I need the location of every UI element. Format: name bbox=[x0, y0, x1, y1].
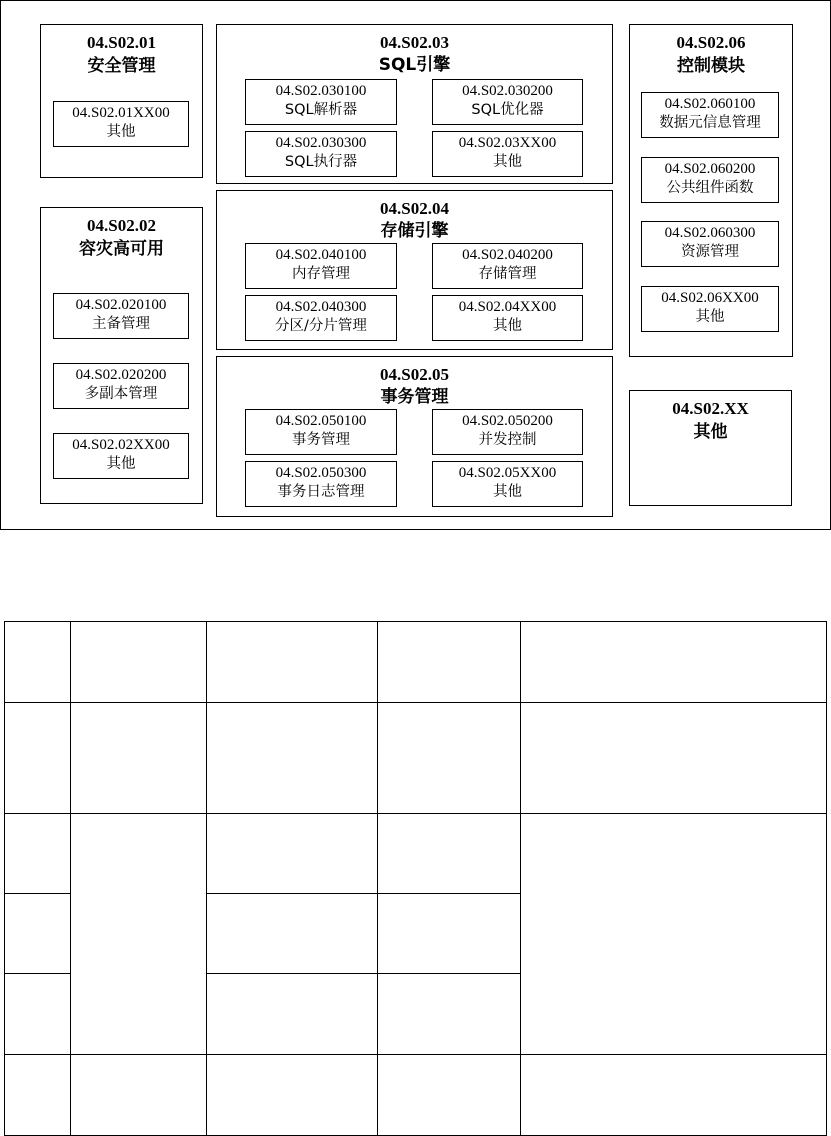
module-box bbox=[245, 461, 397, 507]
module-box bbox=[432, 79, 583, 125]
module-box bbox=[245, 295, 397, 341]
module-code: 04.S02.030100 bbox=[275, 83, 367, 99]
module-code: 04.S02.050100 bbox=[275, 413, 367, 429]
module-box bbox=[53, 293, 189, 339]
group-security-management bbox=[40, 24, 203, 178]
module-name: 公共组件函数 bbox=[666, 180, 754, 196]
module-name: 资源管理 bbox=[681, 244, 739, 260]
group-disaster-recovery bbox=[40, 207, 203, 504]
module-name: SQL解析器 bbox=[284, 102, 358, 118]
module-code: 04.S02.030300 bbox=[275, 135, 367, 151]
module-code: 04.S02.03XX00 bbox=[458, 135, 557, 151]
module-code: 04.S02.02XX00 bbox=[72, 437, 170, 453]
group-other bbox=[629, 390, 792, 506]
module-box bbox=[432, 409, 583, 455]
module-name: SQL执行器 bbox=[284, 154, 358, 170]
module-code: 04.S02.020200 bbox=[75, 367, 167, 383]
module-code: 04.S02.01XX00 bbox=[72, 105, 170, 121]
module-code: 04.S02.040300 bbox=[275, 299, 367, 315]
module-name: 其他 bbox=[493, 318, 522, 334]
module-code: 04.S02.040200 bbox=[462, 247, 553, 263]
group-code: 04.S02.XX bbox=[672, 399, 749, 418]
module-name: 分区/分片管理 bbox=[275, 318, 367, 334]
module-name: 其他 bbox=[493, 484, 522, 500]
module-box bbox=[432, 295, 583, 341]
module-box bbox=[641, 92, 779, 138]
group-transaction-management bbox=[216, 356, 613, 517]
module-code: 04.S02.05XX00 bbox=[458, 465, 557, 481]
module-code: 04.S02.06XX00 bbox=[661, 290, 759, 306]
group-storage-engine bbox=[216, 190, 613, 350]
table-grid bbox=[4, 621, 827, 1136]
module-name: 多副本管理 bbox=[84, 386, 158, 402]
module-name: 存储管理 bbox=[478, 266, 537, 282]
group-code: 04.S02.04 bbox=[380, 199, 449, 218]
group-code: 04.S02.05 bbox=[380, 365, 449, 384]
group-name: 安全管理 bbox=[87, 56, 156, 76]
group-code: 04.S02.03 bbox=[380, 33, 449, 52]
module-name: 并发控制 bbox=[478, 432, 537, 448]
module-name: 事务日志管理 bbox=[277, 484, 365, 500]
module-box bbox=[432, 131, 583, 177]
module-box bbox=[53, 433, 189, 479]
module-box bbox=[245, 243, 397, 289]
module-box bbox=[245, 79, 397, 125]
group-control-module bbox=[629, 24, 793, 357]
module-box bbox=[53, 101, 189, 147]
module-name: 其他 bbox=[106, 124, 136, 140]
module-name: 其他 bbox=[695, 309, 725, 325]
module-box bbox=[641, 286, 779, 332]
module-box bbox=[432, 243, 583, 289]
module-name: 事务管理 bbox=[292, 432, 350, 448]
module-name: 主备管理 bbox=[92, 316, 150, 332]
group-sql-engine bbox=[216, 24, 613, 184]
group-name: 事务管理 bbox=[380, 387, 449, 407]
module-name: 其他 bbox=[493, 154, 522, 170]
module-code: 04.S02.060300 bbox=[664, 225, 756, 241]
group-name: 控制模块 bbox=[677, 56, 745, 76]
module-name: SQL优化器 bbox=[471, 102, 544, 118]
module-code: 04.S02.060200 bbox=[664, 161, 756, 177]
module-code: 04.S02.040100 bbox=[275, 247, 367, 263]
module-name: 其他 bbox=[106, 456, 136, 472]
table-outer-border bbox=[5, 622, 827, 1136]
module-code: 04.S02.060100 bbox=[664, 96, 756, 112]
module-code: 04.S02.04XX00 bbox=[458, 299, 557, 315]
module-code: 04.S02.030200 bbox=[462, 83, 553, 99]
module-box bbox=[245, 409, 397, 455]
module-box bbox=[641, 157, 779, 203]
module-code: 04.S02.050200 bbox=[462, 413, 553, 429]
module-box bbox=[53, 363, 189, 409]
module-box bbox=[641, 221, 779, 267]
group-code: 04.S02.01 bbox=[87, 33, 156, 52]
group-name: SQL引擎 bbox=[378, 55, 451, 75]
module-code: 04.S02.020100 bbox=[75, 297, 167, 313]
module-code: 04.S02.050300 bbox=[275, 465, 367, 481]
group-name: 其他 bbox=[693, 422, 728, 442]
module-name: 数据元信息管理 bbox=[659, 115, 761, 131]
empty-table bbox=[4, 621, 827, 1136]
module-box bbox=[245, 131, 397, 177]
group-name: 容灾高可用 bbox=[79, 239, 164, 259]
module-name: 内存管理 bbox=[292, 266, 350, 282]
group-code: 04.S02.06 bbox=[676, 33, 746, 52]
group-name: 存储引擎 bbox=[380, 221, 449, 241]
module-box bbox=[432, 461, 583, 507]
group-code: 04.S02.02 bbox=[87, 216, 156, 235]
